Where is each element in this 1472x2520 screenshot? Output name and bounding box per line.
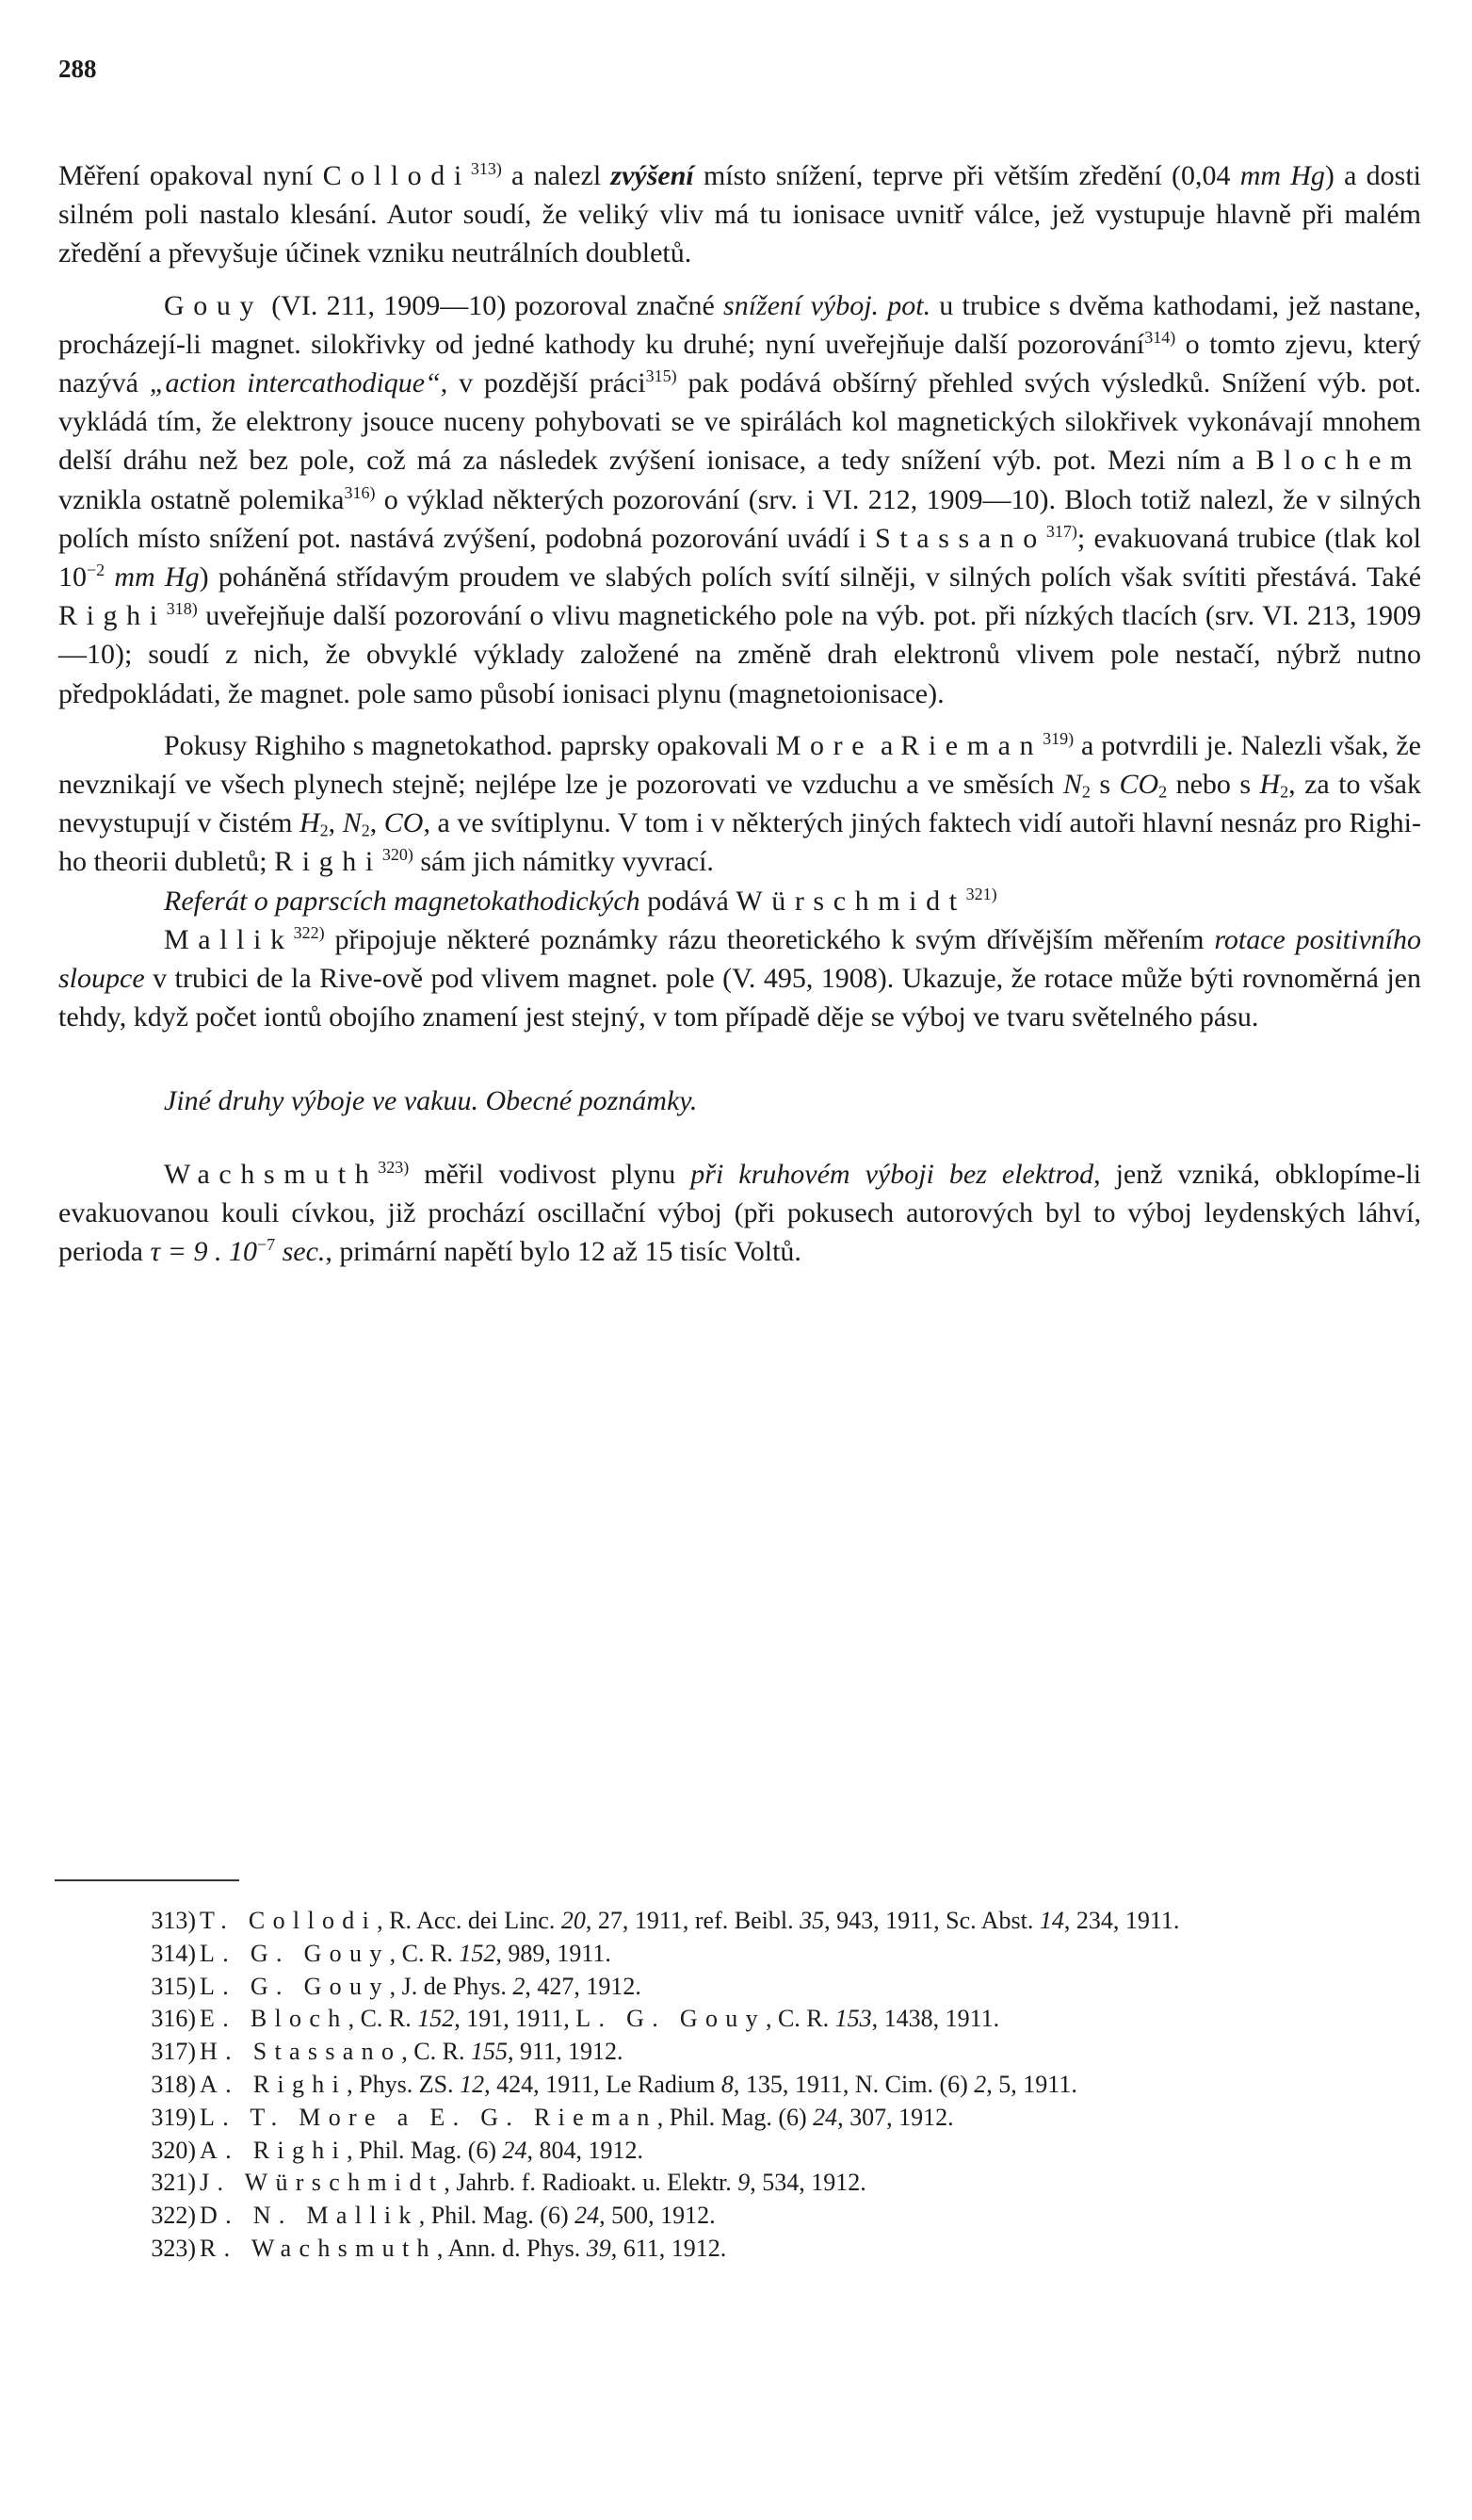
paragraph-collodi: Měření opakoval nyní Collodi$^{313)}$ a nalezl zvýšení místo snížení, teprve při větším zředění (0,04 mm Hg) a dosti silném poli nastalo klesání. Autor soudí, že veliký vliv má tu ionisace uvnitř válce, jež vystupuje hlavně při malém zředění a převyšuje účinek vzniku neutrálních doubletů. — [58, 159, 1421, 269]
footnote-315: 315) L. G. Gouy, J. de Phys. 2, 427, 1912. — [151, 1972, 641, 2000]
author-name: Righi — [58, 600, 167, 632]
footnote-ref: 320) — [381, 845, 413, 865]
paragraph-wachsmuth: Wachsmuth$^{323)}$ měřil vodivost plynu při kruhovém výboji bez elektrod, jenž vzniká, obklopíme-li evakuovanou kouli cívkou, již prochází oscillační výboj (při pokusech autorových byl to výboj leydenských láhví, perioda τ = 9 . $10^{-7}$ sec., primární napětí bylo 12 až 15 tisíc Voltů. — [58, 1157, 1421, 1268]
footnote-ref: 317) — [1045, 522, 1077, 542]
emphasis: snížení výboj. pot. — [723, 289, 931, 321]
footnote-ref: 319) — [1043, 729, 1075, 749]
paragraph-mallik: Mallik$^{322)}$ připojuje některé poznámky rázu theoretického k svým dřívějším měřením rotace positivního sloupce v trubici de la Rive-ově pod vlivem magnet. pole (V. 495, 1908). Ukazuje, že rotace může býti rovnoměrná jen tehdy, když počet iontů obojího znamení jest stejný, v tom případě děje se výboj ve tvaru světelného pásu. — [58, 923, 1422, 1033]
paragraph-more-rieman: Pokusy Righiho s magnetokathod. paprsky opakovali More a Rieman$^{319)}$ a potvrdili je. Nalezli však, že nevznikají ve všech plynech stejně; nejlépe lze je pozorovati ve vzduchu a ve směsích $N_2$ s $CO_2$ nebo s $H_2$, za to však nevystupují v čistém $H_2$, $N_2$, CO, a ve svítiplynu. V tom i v některých jiných faktech vidí autoři hlavní nesnáz pro Righi-ho theorii dubletů; Righi$^{320)}$ sám jich námitky vyvrací. — [58, 729, 1422, 878]
author-name: Gouy — [164, 289, 264, 321]
footnote-318: 318) A. Righi, Phys. ZS. 12, 424, 1911, Le Radium 8, 135, 1911, N. Cim. (6) 2, 5, 1911. — [151, 2070, 1077, 2098]
footnote-317: 317) H. Stassano, C. R. 155, 911, 1912. — [151, 2038, 623, 2066]
footnote-316: 316) E. Bloch, C. R. 152, 191, 1911, L. G. Gouy, C. R. 153, 1438, 1911. — [151, 2005, 1000, 2033]
page-number: 288 — [58, 55, 97, 83]
author-name: Mallik — [164, 923, 294, 955]
author-name: Collodi — [322, 160, 471, 191]
paragraph-wurschmidt: Referát o paprscích magnetokathodických podává Würschmidt$^{321)}$ — [164, 884, 997, 917]
footnote-ref: 316) — [344, 482, 376, 502]
footnote-313: 313) T. Collodi, R. Acc. dei Linc. 20, 27, 1911, ref. Beibl. 35, 943, 1911, Sc. Abst. 14, 234, 1911. — [151, 1907, 1180, 1934]
emphasis: při kruhovém výboji bez elektrod — [690, 1158, 1094, 1190]
footnote-ref: 318) — [166, 599, 198, 619]
emphasis: zvýšení — [610, 160, 694, 191]
footnote-divider — [55, 1879, 239, 1881]
footnote-319: 319) L. T. More a E. G. Rieman, Phil. Mag. (6) 24, 307, 1912. — [151, 2103, 954, 2131]
footnote-ref: 313) — [470, 159, 502, 179]
paragraph-gouy: Gouy (VI. 211, 1909—10) pozoroval značné snížení výboj. pot. u trubice s dvěma kathodami, jež nastane, procházejí-li magnet. silokřivky od jedné kathody ku druhé; nyní uveřejňuje další pozorování$^{314)}$ o tomto zjevu, který nazývá „action intercathodique“, v pozdější práci$^{315)}$ pak podává obšírný přehled svých výsledků. Snížení výb. pot. vykládá tím, že elektrony jsouce nuceny pohybovati se ve spirálách kol magnetických silokřivek vykonávají mnohem delší dráhu než bez pole, což má za následek zvýšení ionisace, a tedy snížení výb. pot. Mezi ním a Blochem vznikla ostatně polemika$^{316)}$ o výklad některých pozorování (srv. i VI. 212, 1909—10). Bloch totiž nalezl, že v silných polích místo snížení pot. nastává zvýšení, podobná pozorování uvádí i Stassano$^{317)}$; evakuovaná trubice (tlak kol $10^{-2}$ mm Hg) poháněná střídavým proudem ve slabých polích svítí silněji, v silných polích však svítiti přestává. Také Righi$^{318)}$ uveřejňuje další pozorování o vlivu magnetického pole na výb. pot. při nízkých tlacích (srv. VI. 213, 1909—10); soudí z nich, že obvyklé výklady založené na změně drah elektronů vlivem pole nestačí, nýbrž nutno předpokládati, že magnet. pole samo působí ionisaci plynu (magnetoionisace). — [58, 289, 1422, 709]
footnote-323: 323) R. Wachsmuth, Ann. d. Phys. 39, 611, 1912. — [151, 2234, 727, 2262]
footnote-ref: 315) — [645, 366, 677, 386]
author-name: More — [775, 729, 874, 761]
footnote-ref: 322) — [293, 923, 325, 943]
section-heading: Jiné druhy výboje ve vakuu. Obecné poznámky. — [164, 1085, 698, 1117]
footnote-ref: 323) — [378, 1157, 410, 1177]
author-name: Stassano — [875, 522, 1046, 554]
author-name: Rieman — [900, 729, 1043, 761]
footnote-320: 320) A. Righi, Phil. Mag. (6) 24, 804, 1912. — [151, 2136, 644, 2164]
author-name: Wachsmuth — [164, 1158, 379, 1190]
author-name: Blochem — [1255, 445, 1421, 477]
footnote-322: 322) D. N. Mallik, Phil. Mag. (6) 24, 500, 1912. — [151, 2202, 716, 2230]
author-name: Righi — [274, 846, 382, 878]
footnote-ref: 321) — [965, 884, 997, 903]
footnotes — [58, 1905, 1421, 2266]
main-text — [58, 156, 1421, 1271]
footnote-321: 321) J. Würschmidt, Jahrb. f. Radioakt. u. Elektr. 9, 534, 1912. — [151, 2169, 866, 2197]
emphasis: rotace positivního sloupce — [58, 923, 1422, 995]
emphasis: Referát o paprscích magnetokathodických — [164, 885, 640, 917]
footnote-ref: 314) — [1144, 328, 1176, 348]
author-name: Würschmidt — [736, 885, 966, 917]
footnote-314: 314) L. G. Gouy, C. R. 152, 989, 1911. — [151, 1939, 611, 1967]
